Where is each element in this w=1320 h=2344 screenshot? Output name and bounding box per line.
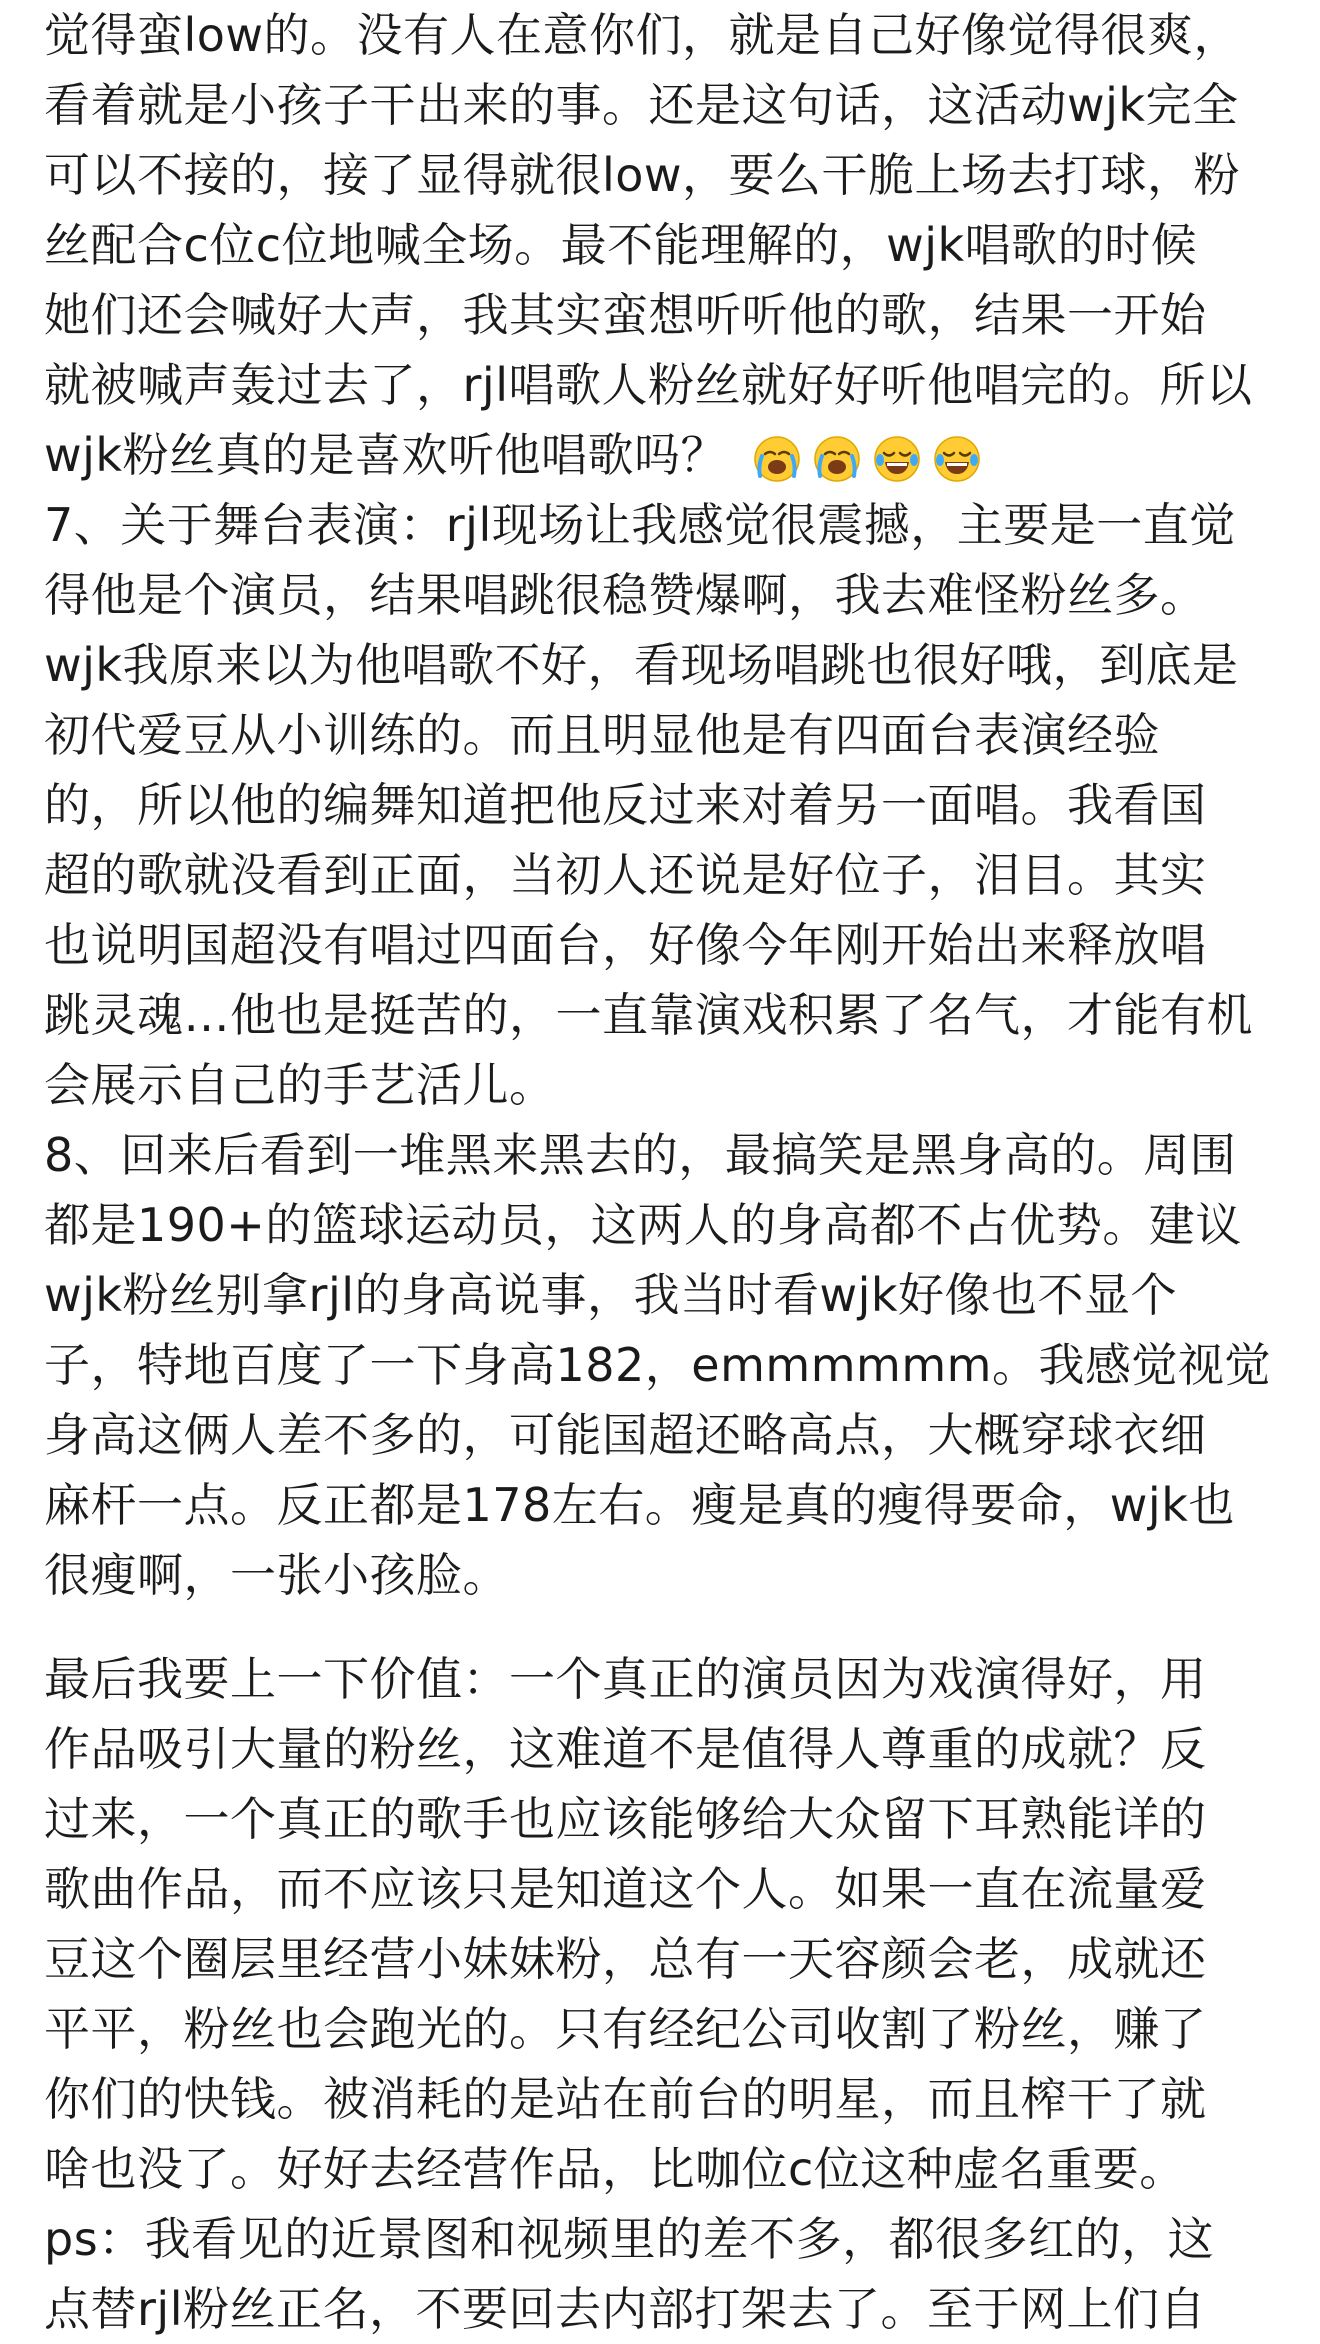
- laughing-tears-icon: [932, 434, 982, 484]
- text-line: 觉得蛮low的。没有人在意你们，就是自己好像觉得很爽，: [44, 8, 1241, 62]
- emoji-group: [752, 434, 982, 484]
- text-line: 过来，一个真正的歌手也应该能够给大众留下耳熟能详的: [44, 1792, 1207, 1846]
- text-line: 丝配合c位c位地喊全场。最不能理解的，wjk唱歌的时候: [44, 218, 1198, 272]
- text-line: wjk我原来以为他唱歌不好，看现场唱跳也很好哦，到底是: [44, 638, 1239, 692]
- text-line: 初代爱豆从小训练的。而且明显他是有四面台表演经验: [44, 708, 1160, 762]
- text-line: 你们的快钱。被消耗的是站在前台的明星，而且榨干了就: [44, 2072, 1207, 2126]
- text-line: 作品吸引大量的粉丝，这难道不是值得人尊重的成就？反: [44, 1722, 1207, 1776]
- text-line: 身高这俩人差不多的，可能国超还略高点，大概穿球衣细: [44, 1408, 1207, 1462]
- text-line: 都是190+的篮球运动员，这两人的身高都不占优势。建议: [44, 1198, 1242, 1252]
- text-line: wjk粉丝真的是喜欢听他唱歌吗？: [44, 428, 728, 482]
- text-line: 就被喊声轰过去了，rjl唱歌人粉丝就好好听他唱完的。所以: [44, 358, 1253, 412]
- text-line: 的，所以他的编舞知道把他反过来对着另一面唱。我看国: [44, 778, 1207, 832]
- text-line: 平平，粉丝也会跑光的。只有经纪公司收割了粉丝，赚了: [44, 2002, 1207, 2056]
- text-line: 点替rjl粉丝正名，不要回去内部打架去了。至于网上们自: [44, 2282, 1206, 2336]
- text-line: 很瘦啊，一张小孩脸。: [44, 1548, 509, 1602]
- text-line: ps：我看见的近景图和视频里的差不多，都很多红的，这: [44, 2212, 1215, 2266]
- text-line: 歌曲作品，而不应该只是知道这个人。如果一直在流量爱: [44, 1862, 1207, 1916]
- text-line: 7、关于舞台表演：rjl现场让我感觉很震撼，主要是一直觉: [44, 498, 1236, 552]
- text-line: 也说明国超没有唱过四面台，好像今年刚开始出来释放唱: [44, 918, 1207, 972]
- text-line: 得他是个演员，结果唱跳很稳赞爆啊，我去难怪粉丝多。: [44, 568, 1207, 622]
- text-line: 会展示自己的手艺活儿。: [44, 1058, 556, 1112]
- text-line: 啥也没了。好好去经营作品，比咖位c位这种虚名重要。: [44, 2142, 1186, 2196]
- text-line: 看着就是小孩子干出来的事。还是这句话，这活动wjk完全: [44, 78, 1239, 132]
- laughing-tears-icon: [872, 434, 922, 484]
- text-line: 子，特地百度了一下身高182，emmmmmm。我感觉视觉: [44, 1338, 1271, 1392]
- text-line-with-emoji: [44, 420, 1284, 490]
- text-line: 麻杆一点。反正都是178左右。瘦是真的瘦得要命，wjk也: [44, 1478, 1235, 1532]
- crying-face-icon: [812, 434, 862, 484]
- text-line: 8、回来后看到一堆黑来黑去的，最搞笑是黑身高的。周围: [44, 1128, 1237, 1182]
- text-line: 豆这个圈层里经营小妹妹粉，总有一天容颜会老，成就还: [44, 1932, 1207, 1986]
- text-line: 她们还会喊好大声，我其实蛮想听听他的歌，结果一开始: [44, 288, 1207, 342]
- text-line: 可以不接的，接了显得就很low，要么干脆上场去打球，粉: [44, 148, 1241, 202]
- post-body: [44, 0, 1284, 2344]
- text-line: wjk粉丝别拿rjl的身高说事，我当时看wjk好像也不显个: [44, 1268, 1178, 1322]
- paragraph-gap: [44, 1610, 1284, 1644]
- text-line: 最后我要上一下价值：一个真正的演员因为戏演得好，用: [44, 1652, 1207, 1706]
- crying-face-icon: [752, 434, 802, 484]
- text-line: 超的歌就没看到正面，当初人还说是好位子，泪目。其实: [44, 848, 1207, 902]
- text-line: 跳灵魂…他也是挺苦的，一直靠演戏积累了名气，才能有机: [44, 988, 1253, 1042]
